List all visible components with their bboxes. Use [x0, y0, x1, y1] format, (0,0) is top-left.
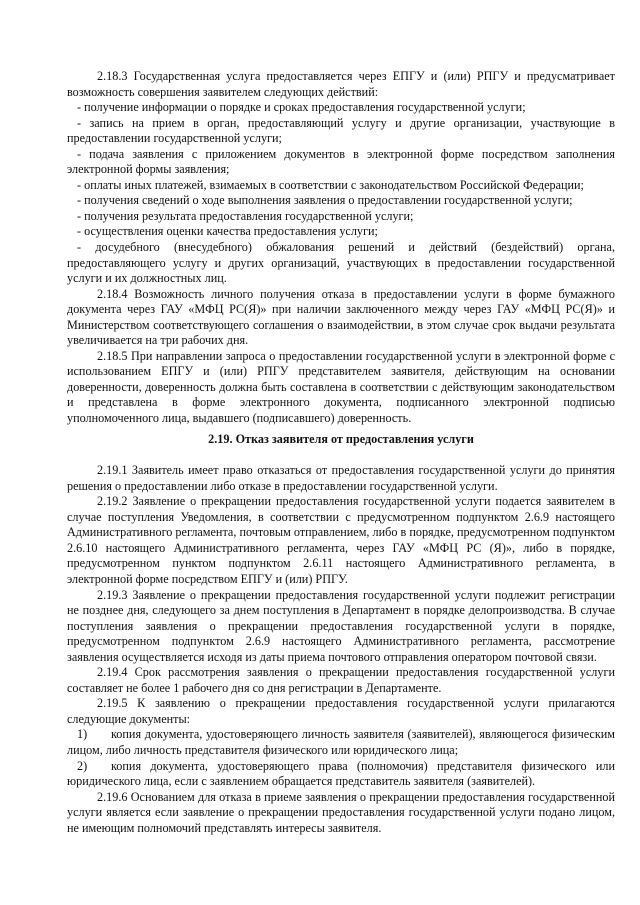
- document-page: [67, 69, 615, 836]
- paragraph-2-19-2: 2.19.2 Заявление о прекращении предоставления государственной услуги подается заявителем в случае поступления Уведомления, в соответствии с предусмотренном подпунктом 2.6.9 настоящего Административного регламента, почтовым отправлением, либо в порядке, предусмотренном подпунктом 2.6.10 настоящего Административного регламента, через ГАУ «МФЦ РС (Я)», либо в порядке, предусмотренном пунктом подпунктом 2.6.11 настоящего Административного регламента, в электронной форме посредством ЕПГУ и (или) РПГУ.: [67, 494, 615, 586]
- paragraph-2-19-4: 2.19.4 Срок рассмотрения заявления о прекращении предоставления государственной услуги составляет не более 1 рабочего дня со дня регистрации в Департаменте.: [67, 665, 615, 695]
- item-number: 1): [77, 727, 88, 742]
- list-item: - запись на прием в орган, предоставляющий услугу и другие организации, участвующие в предоставлении государственной услуги;: [67, 115, 615, 146]
- list-item: - досудебного (внесудебного) обжалования решений и действий (бездействий) органа, предоставляющего услугу и других организаций, участвующих в предоставлении государственной услуги и их должностных лиц.: [67, 240, 615, 286]
- paragraph-2-18-4: 2.18.4 Возможность личного получения отказа в предоставлении услуги в форме бумажного документа через ГАУ «МФЦ РС(Я)» при наличии заключенного между через ГАУ «МФЦ РС(Я)» и Министерством соответствующего соглашения о взаимодействии, в этом случае срок выдачи результата увеличивается на три рабочих дня.: [67, 286, 615, 348]
- numbered-item: [67, 727, 615, 758]
- list-item: - получения сведений о ходе выполнения заявления о предоставлении государственной услуги;: [77, 193, 573, 208]
- list-item: - получения результата предоставления государственной услуги;: [77, 208, 414, 223]
- section-heading: 2.19. Отказ заявителя от предоставления услуги: [208, 431, 474, 446]
- paragraph-2-19-6: 2.19.6 Основанием для отказа в приеме заявления о прекращении предоставления государственной услуги является если заявление о прекращении предоставления государственной услуги подано лицом, не имеющим полномочий представлять интересы заявителя.: [67, 789, 615, 835]
- list-item: - осуществления оценки качества предоставления услуги;: [77, 224, 378, 239]
- item-text: копия документа, удостоверяющего права (полномочия) представителя физического или юридического лица, если с заявлением обращается представитель заявителя (заявителей).: [67, 758, 615, 789]
- paragraph-2-19-5: 2.19.5 К заявлению о прекращении предоставления государственной услуги прилагаются следующие документы:: [67, 696, 615, 726]
- paragraph-2-18-3: 2.18.3 Государственная услуга предоставляется через ЕПГУ и (или) РПГУ и предусматривает возможность совершения заявителем следующих действий:: [67, 69, 615, 99]
- item-number: 2): [77, 758, 88, 773]
- paragraph-2-19-1: 2.19.1 Заявитель имеет право отказаться от предоставления государственной услуги до принятия решения о предоставлении либо отказе в предоставлении государственной услуги.: [67, 463, 615, 493]
- list-item: - оплаты иных платежей, взимаемых в соответствии с законодательством Российской Федерации;: [77, 177, 584, 192]
- numbered-item: [67, 759, 615, 790]
- paragraph-2-19-3: 2.19.3 Заявление о прекращении предоставления государственной услуги подлежит регистрации не позднее дня, следующего за днем поступления в Департамент в порядке делопроизводства. В случае поступления заявления о прекращении предоставления государственной услуги в порядке, предусмотренном подпунктом 2.6.9 настоящего Административного регламента, рассмотрение заявления осуществляется исходя из даты приема почтового отправления оператором почтовой связи.: [67, 587, 615, 664]
- paragraph-2-18-5: 2.18.5 При направлении запроса о предоставлении государственной услуги в электронной форме с использованием ЕПГУ и (или) РПГУ представителем заявителя, действующим на основании доверенности, доверенность должна быть составлена в соответствии с действующим законодательством и представлена в форме электронного документа, подписанного электронной подписью уполномоченного лица, выдавшего (подписавшего) доверенность.: [67, 348, 615, 426]
- list-item: - подача заявления с приложением документов в электронной форме посредством заполнения электронной формы заявления;: [67, 146, 615, 177]
- item-text: копия документа, удостоверяющего личность заявителя (заявителей), являющегося физическим лицом, либо личность представителя физического или юридического лица;: [67, 727, 615, 757]
- list-item: - получение информации о порядке и сроках предоставления государственной услуги;: [77, 100, 526, 115]
